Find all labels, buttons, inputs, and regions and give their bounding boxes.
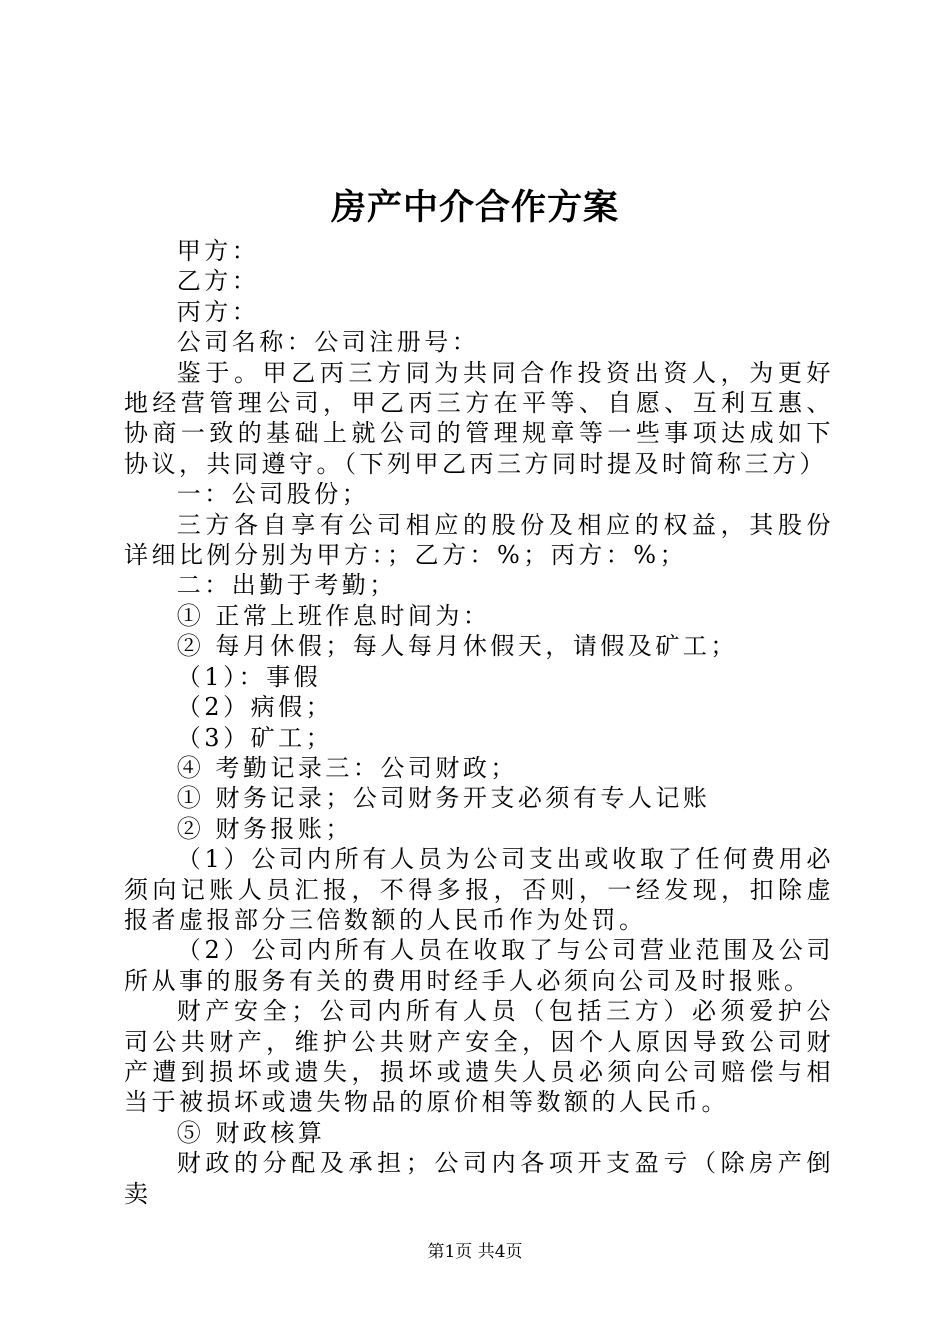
reimbursement-paragraph-2: （2）公司内所有人员在收取了与公司营业范围及公司所从事的服务有关的费用时经手人必须向公司及时报账。 xyxy=(124,936,834,995)
list-item: ① 正常上班作息时间为： xyxy=(176,601,491,630)
document-body xyxy=(124,236,834,1209)
page-footer: 第1页 共4页 xyxy=(427,1242,523,1262)
finance-allocation-paragraph: 财政的分配及承担；公司内各项开支盈亏（除房产倒卖 xyxy=(124,1149,834,1208)
list-item: ② 财务报账； xyxy=(176,814,353,843)
shares-paragraph: 三方各自享有公司相应的股份及相应的权益，其股份详细比例分别为甲方：；乙方：%；丙方：%； xyxy=(124,510,834,570)
section-heading-attendance: 二：出勤于考勤； xyxy=(176,571,397,600)
party-b-line: 乙方： xyxy=(176,267,260,296)
company-name-line: 公司名称：公司注册号： xyxy=(176,328,480,357)
party-c-line: 丙方： xyxy=(176,297,260,326)
list-item: ⑤ 财政核算 xyxy=(176,1118,326,1147)
property-safety-paragraph: 财产安全；公司内所有人员（包括三方）必须爱护公司公共财产，维护公共财产安全，因个人原因导致公司财产遭到损坏或遗失，损坏或遗失人员必须向公司赔偿与相当于被损坏或遗失物品的原价相等数额的人民币。 xyxy=(124,997,834,1117)
list-item: ④ 考勤记录三：公司财政； xyxy=(176,753,518,782)
party-a-line: 甲方： xyxy=(176,237,260,265)
document-title: 房产中介合作方案 xyxy=(330,187,619,228)
preamble-paragraph: 鉴于。甲乙丙三方同为共同合作投资出资人，为更好地经营管理公司，甲乙丙三方在平等、自愿、互利互惠、协商一致的基础上就公司的管理规章等一些事项达成如下协议，共同遵守。（下列甲乙丙三方同时提及时简称三方） xyxy=(124,358,834,478)
list-item: ② 每月休假；每人每月休假天，请假及矿工； xyxy=(176,632,738,661)
list-item: （3）矿工； xyxy=(176,723,334,752)
list-item: （1）：事假 xyxy=(176,662,322,691)
reimbursement-paragraph-1: （1）公司内所有人员为公司支出或收取了任何费用必须向记账人员汇报，不得多报，否则，一经发现，扣除虚报者虚报部分三倍数额的人民币作为处罚。 xyxy=(124,845,834,934)
section-heading-shares: 一：公司股份； xyxy=(176,480,370,509)
list-item: ① 财务记录；公司财务开支必须有专人记账 xyxy=(176,784,711,813)
list-item: （2）病假； xyxy=(176,693,334,722)
